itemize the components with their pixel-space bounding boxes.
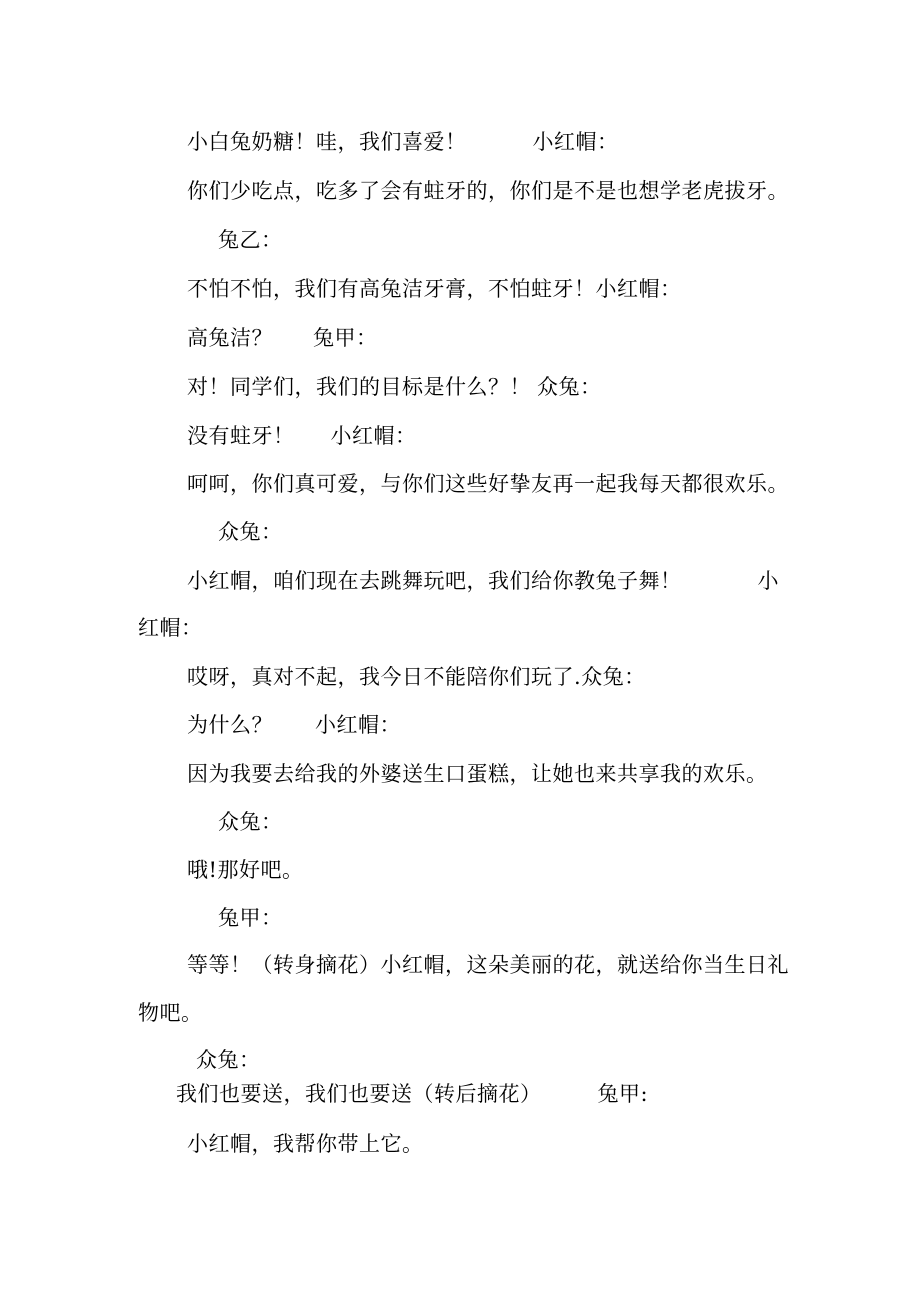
dialogue-text: 小白兔奶糖！哇，我们喜爱！ (187, 130, 467, 154)
dialogue-text: 没有蛀牙！ (187, 424, 295, 448)
dialogue-text: 呵呵，你们真可爱，与你们这些好挚友再一起我每天都很欢乐。 (187, 472, 789, 496)
script-line (218, 226, 283, 254)
dialogue-text: 我们也要送，我们也要送（转后摘花） (176, 1082, 542, 1106)
script-line (187, 177, 789, 205)
script-line (187, 128, 619, 156)
dialogue-text: 你们少吃点，吃多了会有蛀牙的，你们是不是也想学老虎拔牙。 (187, 179, 789, 203)
script-line (187, 1130, 424, 1158)
speaker-label: 兔甲： (313, 326, 378, 350)
dialogue-text: 小红帽，咱们现在去跳舞玩吧，我们给你教兔子舞！ (187, 569, 682, 593)
script-line (187, 422, 417, 450)
script-line (138, 614, 203, 642)
speaker-label: 小红帽： (532, 130, 619, 154)
dialogue-text: 等等！（转身摘花）小红帽，这朵美丽的花，就送给你当生日礼 (187, 953, 789, 977)
speaker-label: 小红帽： (330, 424, 417, 448)
speaker-label: 众兔： (196, 1048, 261, 1072)
dialogue-text: 因为我要去给我的外婆送生口蛋糕，让她也来共享我的欢乐。 (187, 762, 768, 786)
script-line (176, 1080, 648, 1108)
dialogue-text: 哎呀，真对不起，我今日不能陪你们玩了. (187, 665, 582, 689)
script-line (187, 373, 602, 401)
script-line (187, 663, 646, 691)
script-line (187, 324, 378, 352)
speaker-label: 众兔： (218, 810, 283, 834)
dialogue-text: 物吧。 (138, 1001, 203, 1025)
speaker-label: 众兔： (537, 375, 602, 399)
dialogue-text: 哦!那好吧。 (187, 858, 304, 882)
script-line (187, 470, 789, 498)
speaker-label: 兔甲： (218, 906, 283, 930)
script-line (187, 856, 303, 884)
speaker-label: 兔乙： (218, 228, 283, 252)
dialogue-text: 为什么？ (187, 713, 273, 737)
script-line (187, 760, 768, 788)
dialogue-text: 小红帽，我帮你带上它。 (187, 1132, 424, 1156)
dialogue-text: 高兔洁？ (187, 326, 273, 350)
speaker-label: 红帽： (138, 616, 203, 640)
speaker-label: 小 (757, 569, 779, 593)
script-line (187, 951, 789, 979)
speaker-label: 众兔： (581, 665, 646, 689)
dialogue-text: 对！同学们，我们的目标是什么？！ (187, 375, 531, 399)
speaker-label: 兔甲: (597, 1082, 649, 1106)
speaker-label: 众兔： (218, 520, 283, 544)
script-line (218, 518, 283, 546)
speaker-label: 小红帽： (315, 713, 401, 737)
script-line (138, 999, 203, 1027)
script-line (187, 711, 401, 739)
script-line (218, 808, 283, 836)
script-line (187, 567, 779, 595)
dialogue-text: 不怕不怕，我们有高兔洁牙膏，不怕蛀牙！ (187, 277, 596, 301)
script-line (218, 904, 283, 932)
script-line (187, 275, 682, 303)
speaker-label: 小红帽： (595, 277, 682, 301)
script-line (196, 1046, 261, 1074)
